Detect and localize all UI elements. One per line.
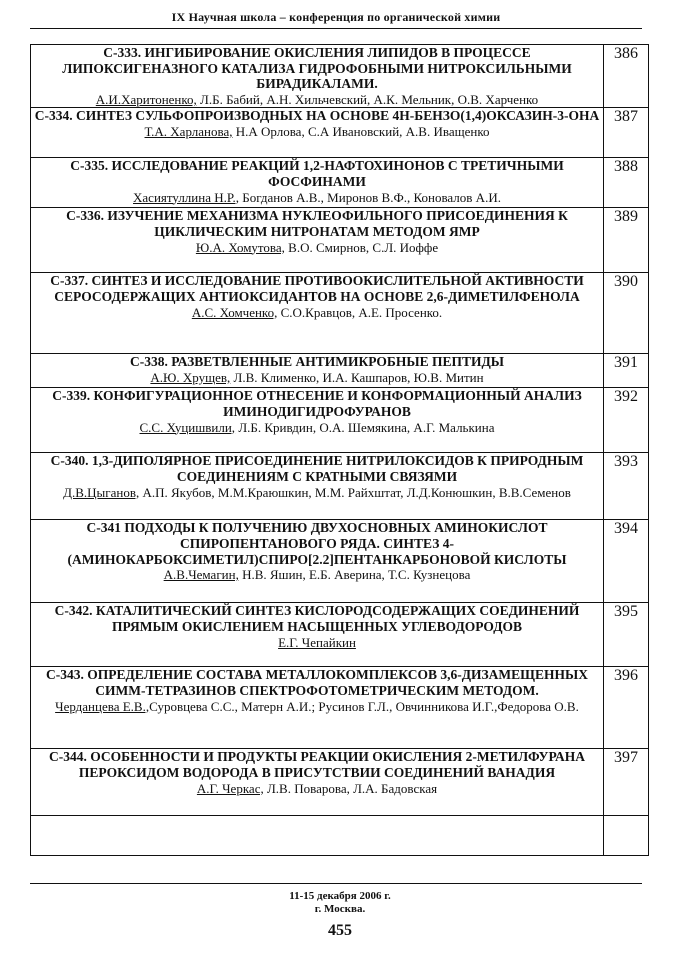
co-authors: Н.А Орлова, С.А Ивановский, А.В. Иващенко	[232, 123, 490, 139]
page-number: 455	[328, 922, 352, 939]
entry-authors	[33, 124, 601, 140]
contents-table-body	[31, 45, 649, 856]
entry-title: С-342. КАТАЛИТИЧЕСКИЙ СИНТЕЗ КИСЛОРОДСОДЕРЖАЩИХ СОЕДИНЕНИЙ ПРЯМЫМ ОКИСЛЕНИЕМ НАСЫЩЕННЫХ УГЛЕВОДОРОДОВ	[54, 603, 580, 634]
entry-authors	[33, 567, 601, 583]
empty-page-cell	[604, 816, 649, 856]
entry-page: 389	[604, 208, 649, 273]
entry-title: С-338. РАЗВЕТВЛЕННЫЕ АНТИМИКРОБНЫЕ ПЕПТИДЫ	[129, 354, 505, 370]
co-authors: Н.В. Яшин, Е.Б. Аверина, Т.С. Кузнецова	[238, 567, 471, 583]
presenting-author: А.Ю. Хрущев,	[150, 369, 231, 385]
co-authors: С.О.Кравцов, А.Е. Просенко.	[277, 304, 443, 320]
footer	[0, 890, 680, 916]
entry-title: С-337. СИНТЕЗ И ИССЛЕДОВАНИЕ ПРОТИВООКИСЛИТЕЛЬНОЙ АКТИВНОСТИ СЕРОСОДЕРЖАЩИХ АНТИОКСИДАНТОВ НА ОСНОВЕ 2,6-ДИМЕТИЛФЕНОЛА	[50, 273, 584, 304]
entry-page: 391	[604, 354, 649, 388]
table-row	[31, 45, 649, 108]
presenting-author: Ю.А. Хомутова,	[195, 239, 285, 255]
running-header: IX Научная школа – конференция по органической химии	[171, 10, 501, 24]
presenting-author: Черданцева Е.В.,	[55, 698, 150, 714]
table-row	[31, 667, 649, 749]
entry-page: 386	[604, 45, 649, 108]
entry-authors	[33, 240, 601, 256]
co-authors: Л.Б. Кривдин, О.А. Шемякина, А.Г. Малькина	[235, 419, 495, 435]
entry-authors	[33, 699, 601, 715]
table-row	[31, 208, 649, 273]
contents-table	[30, 44, 649, 856]
entry-title: С-335. ИССЛЕДОВАНИЕ РЕАКЦИЙ 1,2-НАФТОХИНОНОВ С ТРЕТИЧНЫМИ ФОСФИНАМИ	[70, 158, 564, 189]
table-row	[31, 520, 649, 603]
table-row	[31, 158, 649, 208]
co-authors: Богданов А.В., Миронов В.Ф., Коновалов А.И.	[238, 189, 501, 205]
presenting-author: Е.Г. Чепайкин	[278, 634, 356, 650]
table-row	[31, 749, 649, 816]
entry-authors	[33, 92, 601, 108]
entry-authors	[33, 781, 601, 797]
footer-rule	[30, 883, 642, 884]
presenting-author: Д.В.Цыганов,	[63, 484, 140, 500]
co-authors: А.П. Якубов, М.М.Краюшкин, М.М. Райхштат, Л.Д.Конюшкин, В.В.Семенов	[139, 484, 571, 500]
entry-authors	[33, 305, 601, 321]
table-row	[31, 603, 649, 667]
table-row	[31, 108, 649, 158]
entry-title: С-339. КОНФИГУРАЦИОННОЕ ОТНЕСЕНИЕ И КОНФОРМАЦИОННЫЙ АНАЛИЗ ИМИНОДИГИДРОФУРАНОВ	[52, 388, 582, 419]
presenting-author: А.В.Чемагин,	[163, 567, 239, 583]
co-authors: Л.В. Поварова, Л.А. Бадовская	[263, 780, 438, 796]
entry-page: 396	[604, 667, 649, 749]
presenting-author: С.С. Хуцишвили,	[139, 419, 236, 435]
presenting-author: А.И.Харитоненко,	[95, 91, 197, 107]
empty-row	[31, 816, 649, 856]
footer-dates: 11-15 декабря 2006 г.	[289, 890, 391, 902]
entry-page: 397	[604, 749, 649, 816]
table-row	[31, 453, 649, 520]
entry-authors	[33, 420, 601, 436]
header-rule	[30, 28, 642, 29]
entry-authors	[33, 485, 601, 501]
table-row	[31, 273, 649, 354]
entry-page: 395	[604, 603, 649, 667]
entry-title: С-343. ОПРЕДЕЛЕНИЕ СОСТАВА МЕТАЛЛОКОМПЛЕКСОВ 3,6-ДИЗАМЕЩЕННЫХ СИММ-ТЕТРАЗИНОВ СПЕКТРОФОТОМЕТРИЧЕСКИМ МЕТОДОМ.	[46, 667, 588, 698]
empty-cell	[31, 816, 604, 856]
co-authors: Л.В. Клименко, И.А. Кашпаров, Ю.В. Митин	[230, 369, 484, 385]
co-authors: Суровцева С.С., Матерн А.И.; Русинов Г.Л., Овчинникова И.Г.,Федорова О.В.	[149, 698, 579, 714]
entry-title: С-344. ОСОБЕННОСТИ И ПРОДУКТЫ РЕАКЦИИ ОКИСЛЕНИЯ 2-МЕТИЛФУРАНА ПЕРОКСИДОМ ВОДОРОДА В ПРИСУТСТВИИ СОЕДИНЕНИЙ ВАНАДИЯ	[49, 749, 585, 780]
entry-title: С-341 ПОДХОДЫ К ПОЛУЧЕНИЮ ДВУХОСНОВНЫХ АМИНОКИСЛОТ СПИРОПЕНТАНОВОГО РЯДА. СИНТЕЗ 4-(АМИНОКАРБОКСИМЕТИЛ)СПИРО[2.2]ПЕНТАНКАРБОНОВОЙ КИСЛОТЫ	[67, 520, 567, 567]
entry-page: 390	[604, 273, 649, 354]
entry-authors	[33, 635, 601, 651]
entry-title: С-336. ИЗУЧЕНИЕ МЕХАНИЗМА НУКЛЕОФИЛЬНОГО ПРИСОЕДИНЕНИЯ К ЦИКЛИЧЕСКИМ НИТРОНАТАМ МЕТОДОМ ЯМР	[66, 208, 568, 239]
co-authors: Л.Б. Бабий, А.Н. Хильчевский, А.К. Мельник, О.В. Харченко	[196, 91, 539, 107]
table-row	[31, 388, 649, 453]
entry-page: 387	[604, 108, 649, 158]
footer-city: г. Москва.	[314, 903, 366, 915]
presenting-author: Хасиятуллина Н.Р.,	[133, 189, 239, 205]
entry-authors	[33, 190, 601, 206]
entry-page: 392	[604, 388, 649, 453]
co-authors: В.О. Смирнов, С.Л. Иоффе	[284, 239, 439, 255]
table-row	[31, 354, 649, 388]
entry-page: 393	[604, 453, 649, 520]
entry-title: С-333. ИНГИБИРОВАНИЕ ОКИСЛЕНИЯ ЛИПИДОВ В ПРОЦЕССЕ ЛИПОКСИГЕНАЗНОГО КАТАЛИЗА ГИДРОФОБНЫМИ НИТРОКСИЛЬНЫМИ БИРАДИКАЛАМИ.	[62, 45, 572, 92]
entry-title: С-340. 1,3-ДИПОЛЯРНОЕ ПРИСОЕДИНЕНИЕ НИТРИЛОКСИДОВ К ПРИРОДНЫМ СОЕДИНЕНИЯМ С КРАТНЫМИ СВЯЗЯМИ	[50, 453, 584, 484]
presenting-author: Т.А. Харланова,	[144, 123, 233, 139]
presenting-author: А.Г. Черкас,	[196, 780, 264, 796]
presenting-author: А.С. Хомченко,	[191, 304, 278, 320]
entry-page: 388	[604, 158, 649, 208]
entry-authors	[33, 370, 601, 386]
entry-title: С-334. СИНТЕЗ СУЛЬФОПРОИЗВОДНЫХ НА ОСНОВЕ 4Н-БЕНЗО(1,4)ОКСАЗИН-3-ОНА	[34, 108, 600, 124]
entry-page: 394	[604, 520, 649, 603]
